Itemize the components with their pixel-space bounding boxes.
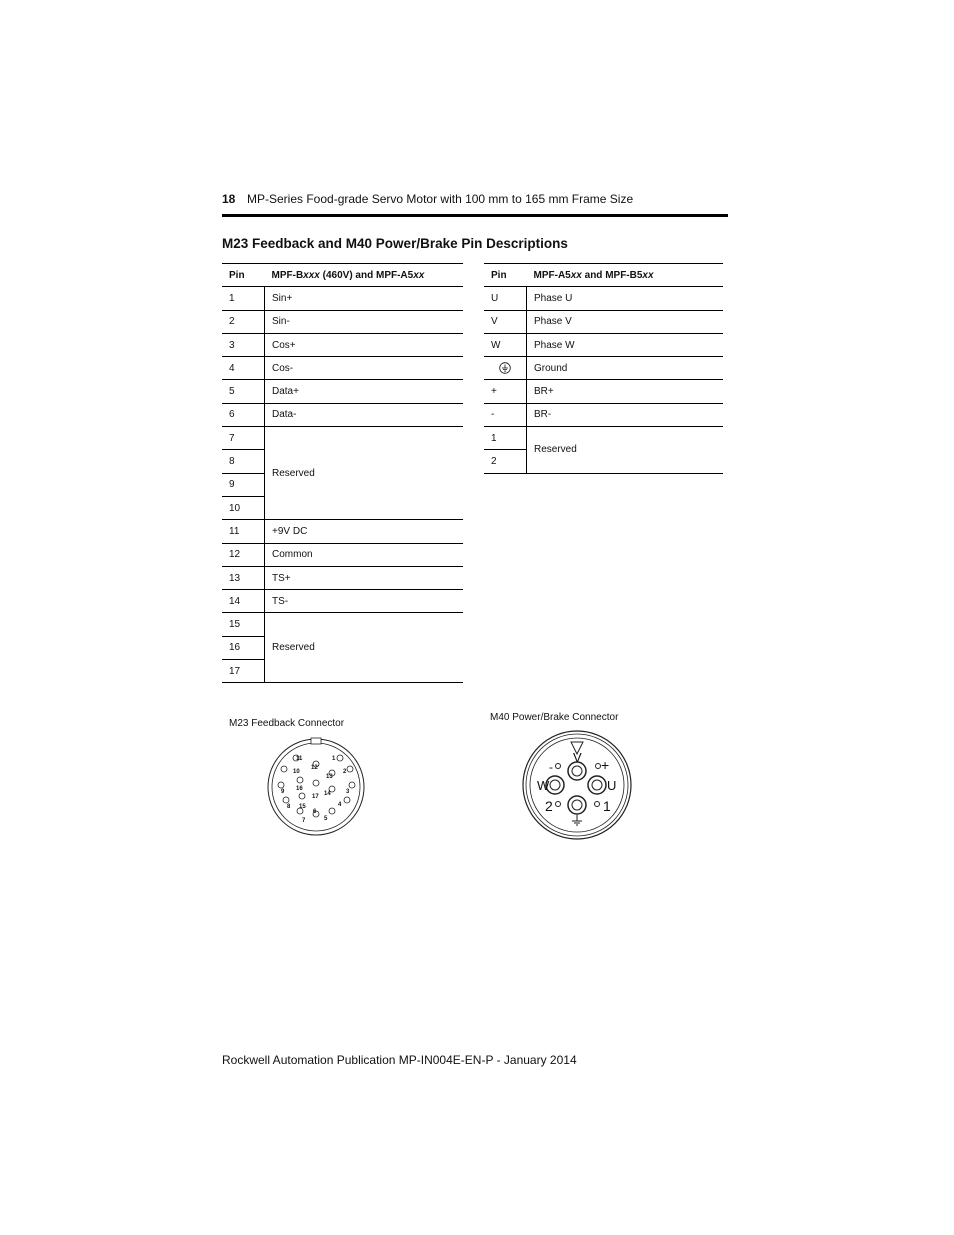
pin-cell: 16	[222, 636, 265, 659]
desc-cell: TS-	[265, 590, 464, 613]
table-row	[484, 380, 723, 403]
m40-label-v: V	[573, 750, 582, 765]
table-row	[222, 520, 463, 543]
pin-cell: 5	[222, 380, 265, 403]
header-rule	[222, 214, 728, 217]
m23-pin-label-5: 5	[324, 816, 328, 822]
desc-cell: +9V DC	[265, 520, 464, 543]
table-row	[222, 590, 463, 613]
pin-cell	[484, 357, 527, 380]
desc-cell: Ground	[527, 357, 724, 380]
pin-cell: 1	[222, 287, 265, 310]
desc-cell: Reserved	[265, 613, 464, 683]
m23-pin-9	[278, 782, 284, 788]
desc-cell: Phase U	[527, 287, 724, 310]
m23-pin-label-11: 11	[296, 756, 303, 762]
m23-pin-label-14: 14	[324, 791, 331, 797]
m23-pin-2	[347, 766, 353, 772]
desc-cell: Data-	[265, 403, 464, 426]
col-desc-header: MPF-Bxxx (460V) and MPF-A5xx	[265, 264, 464, 287]
m23-pin-label-2: 2	[343, 769, 347, 775]
table-row	[222, 287, 463, 310]
pin-cell: 8	[222, 450, 265, 473]
table-row	[222, 357, 463, 380]
pin-cell: 6	[222, 403, 265, 426]
table-row	[484, 333, 723, 356]
table-row	[484, 310, 723, 333]
m23-pin-15	[299, 793, 305, 799]
pin-cell: -	[484, 403, 527, 426]
pin-cell: 17	[222, 660, 265, 683]
m23-pin-label-15: 15	[299, 804, 306, 810]
m40-label-w: W	[537, 778, 550, 793]
m40-pin-2	[556, 802, 561, 807]
table-row	[222, 333, 463, 356]
pin-cell: 15	[222, 613, 265, 636]
pin-cell: 7	[222, 427, 265, 450]
pin-cell: 9	[222, 473, 265, 496]
table-row	[484, 403, 723, 426]
m40-pin-brake-plus	[596, 764, 601, 769]
table-row	[484, 287, 723, 310]
col-desc-header: MPF-A5xx and MPF-B5xx	[527, 264, 724, 287]
desc-cell: Phase W	[527, 333, 724, 356]
m40-label-plus: +	[601, 757, 610, 773]
m23-pin-label-17: 17	[312, 794, 319, 800]
running-header: MP-Series Food-grade Servo Motor with 100 mm to 165 mm Frame Size	[247, 192, 634, 206]
m40-pin-u	[588, 776, 606, 794]
desc-cell: Data+	[265, 380, 464, 403]
pin-cell: V	[484, 310, 527, 333]
pin-cell: 3	[222, 333, 265, 356]
power-pin-table	[484, 263, 723, 474]
table-header-row	[484, 264, 723, 287]
m23-pin-4	[344, 797, 350, 803]
m23-caption: M23 Feedback Connector	[229, 718, 345, 729]
pin-cell: 11	[222, 520, 265, 543]
pin-cell: 2	[484, 450, 527, 473]
m40-label-minus: -	[549, 760, 553, 774]
m23-pin-8	[283, 797, 289, 803]
m40-label-u: U	[607, 778, 617, 793]
m40-pin-brake-minus	[556, 764, 561, 769]
pin-cell: 13	[222, 566, 265, 589]
table-row	[222, 613, 463, 636]
pin-cell: 12	[222, 543, 265, 566]
table-row	[222, 403, 463, 426]
footer: Rockwell Automation Publication MP-IN004E-EN-P - January 2014	[222, 1053, 577, 1067]
pin-cell: 1	[484, 427, 527, 450]
m40-label-2: 2	[545, 798, 553, 814]
page-number: 18	[222, 192, 236, 206]
m23-pin-label-7: 7	[302, 818, 306, 824]
ground-icon	[499, 362, 511, 374]
desc-cell: BR-	[527, 403, 724, 426]
pin-cell: 10	[222, 496, 265, 519]
desc-cell: Cos+	[265, 333, 464, 356]
m23-pin-label-9: 9	[281, 789, 285, 795]
m23-pin-3	[349, 782, 355, 788]
feedback-pin-table	[222, 263, 463, 683]
m40-caption: M40 Power/Brake Connector	[490, 712, 619, 723]
m40-pin-1	[595, 802, 600, 807]
desc-cell: TS+	[265, 566, 464, 589]
pin-cell: U	[484, 287, 527, 310]
m23-pin-5	[329, 808, 335, 814]
desc-cell: BR+	[527, 380, 724, 403]
m40-pin-ground	[568, 796, 586, 814]
m23-pin-label-10: 10	[293, 769, 300, 775]
table-row	[484, 357, 723, 380]
pin-cell: W	[484, 333, 527, 356]
m40-connector-diagram	[519, 729, 635, 841]
m23-pin-1	[337, 755, 343, 761]
desc-cell: Common	[265, 543, 464, 566]
m23-pin-label-1: 1	[332, 756, 336, 762]
m23-pin-label-16: 16	[296, 786, 303, 792]
desc-cell: Reserved	[527, 427, 724, 474]
section-title: M23 Feedback and M40 Power/Brake Pin Descriptions	[222, 236, 568, 251]
pin-cell: 2	[222, 310, 265, 333]
m23-pin-label-12: 12	[311, 765, 318, 771]
desc-cell: Cos-	[265, 357, 464, 380]
m40-label-1: 1	[603, 798, 611, 814]
m23-pin-10	[281, 766, 287, 772]
m23-pin-label-8: 8	[287, 804, 291, 810]
desc-cell: Sin-	[265, 310, 464, 333]
m23-pin-17	[313, 780, 319, 786]
table-row	[222, 427, 463, 450]
m23-pin-label-4: 4	[338, 802, 342, 808]
desc-cell: Sin+	[265, 287, 464, 310]
m23-pin-label-6: 6	[313, 809, 317, 815]
table-header-row	[222, 264, 463, 287]
table-row	[222, 566, 463, 589]
table-row	[222, 380, 463, 403]
col-pin-header: Pin	[484, 264, 527, 287]
table-row	[484, 427, 723, 450]
m23-pin-label-3: 3	[346, 789, 350, 795]
desc-cell: Phase V	[527, 310, 724, 333]
table-row	[222, 543, 463, 566]
pin-cell: 14	[222, 590, 265, 613]
m23-pin-label-13: 13	[326, 774, 333, 780]
pin-cell: 4	[222, 357, 265, 380]
col-pin-header: Pin	[222, 264, 265, 287]
m23-pin-16	[297, 777, 303, 783]
pin-cell: +	[484, 380, 527, 403]
desc-cell: Reserved	[265, 427, 464, 520]
table-row	[222, 310, 463, 333]
m23-connector-diagram	[262, 736, 370, 838]
